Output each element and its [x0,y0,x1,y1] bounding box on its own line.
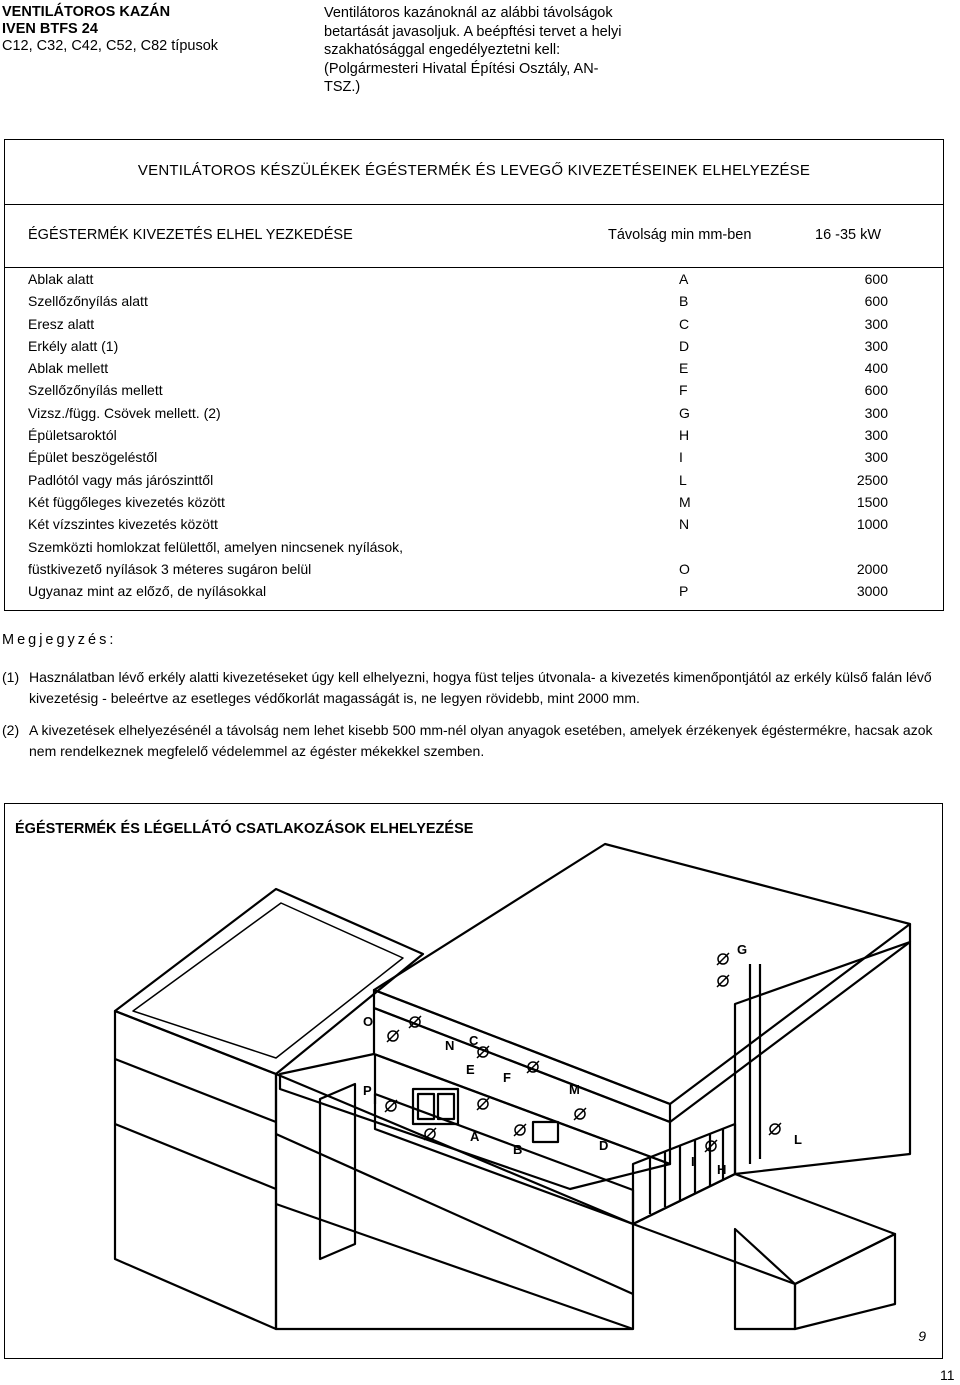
col-header-distance: Távolság min mm-ben [608,227,752,243]
row-code: C [679,315,690,332]
middle-slab [280,1054,670,1189]
left-block-door [320,1084,355,1259]
right-annex-side [795,1234,895,1329]
row-label: Két vízszintes kivezetés között [28,516,218,533]
table-row [28,424,928,446]
intro-text: Ventilátoros kazánoknál az alábbi távolságok betartását javasoljuk. A beépftési tervet a helyi szakhatósággal engedélyeztetni kell: (Polgármesteri Hivatal Építési Osztály, AN-TSZ.) [324,5,622,95]
label-M: M [569,1082,580,1097]
label-N: N [445,1038,455,1053]
table-row [28,558,928,580]
row-value: 400 [864,360,888,377]
row-label: füstkivezető nyílások 3 méteres sugáron belül [28,560,312,577]
label-O: O [363,1014,374,1029]
row-code: O [679,560,690,577]
table-row [28,335,928,357]
note-number: (2) [2,722,20,738]
table-row [28,268,928,290]
distance-table [4,139,944,611]
left-block-band [115,1059,276,1122]
row-value: 300 [864,315,888,332]
figure-title: ÉGÉSTERMÉK ÉS LÉGELLÁTÓ CSATLAKOZÁSOK ELHELYEZÉSE [15,821,474,837]
note-number: (1) [2,669,20,685]
label-G: G [737,942,748,957]
title-line-2: IVEN BTFS 24 [2,21,98,37]
row-value: 300 [864,449,888,466]
row-code: L [679,471,687,488]
title-line-3: C12, C32, C42, C52, C82 típusok [2,38,219,54]
row-label: Ablak alatt [28,271,94,287]
row-label: Szellőzőnyílás mellett [28,382,163,399]
row-label: Padlótól vagy más járószinttől [28,471,214,488]
header-left [2,4,218,55]
table-row [28,402,928,424]
row-code: N [679,516,690,533]
table-body [28,268,928,602]
building-figure [4,803,943,1359]
row-code: P [679,583,689,600]
row-value: 600 [864,382,888,399]
col-header-location: ÉGÉSTERMÉK KIVEZETÉS ELHEL YEZKEDÉSE [28,227,353,243]
label-D: D [599,1138,609,1153]
row-code: E [679,360,689,377]
table-row [28,469,928,491]
row-label: Eresz alatt [28,315,95,332]
row-label: Szemközti homlokzat felülettől, amelyen nincsenek nyílások, [28,538,404,555]
note-1 [2,667,947,709]
table-row [28,379,928,401]
table-row [28,290,928,312]
row-code: B [679,293,689,310]
vent-grille [533,1122,558,1142]
building-drawing [5,804,942,1358]
row-label: Két függőleges kivezetés között [28,493,225,510]
row-value: 1000 [856,516,888,533]
row-code: M [679,493,691,510]
figure-page-number: 9 [918,1328,926,1344]
table-row [28,580,928,602]
row-value: 600 [864,271,888,287]
row-value: 1500 [856,493,888,510]
row-value: 300 [864,337,888,354]
label-A: A [470,1129,480,1144]
table-row [28,536,928,558]
row-label: Épületsaroktól [28,427,117,444]
left-block-band [115,1124,276,1189]
table-title: VENTILÁTOROS KÉSZÜLÉKEK ÉGÉSTERMÉK ÉS LEVEGŐ KIVEZETÉSEINEK ELHELYEZÉSE [137,162,811,179]
label-L: L [794,1132,802,1147]
row-value: 300 [864,427,888,444]
page-number: 11 [940,1367,955,1383]
row-value: 3000 [856,583,888,600]
left-roof [115,889,423,1074]
label-E: E [466,1062,475,1077]
label-F: F [503,1070,511,1085]
row-label: Ugyanaz mint az előző, de nyílásokkal [28,583,267,600]
left-block-front [115,1011,276,1329]
row-label: Szellőzőnyílás alatt [28,293,148,310]
label-C: C [469,1033,479,1048]
label-B: B [513,1142,523,1157]
row-label: Erkély alatt (1) [28,337,119,354]
right-annex-roof [633,1174,895,1284]
title-line-1: VENTILÁTOROS KAZÁN [2,4,171,20]
row-value: 300 [864,404,888,421]
row-value: 2000 [856,560,888,577]
table-row [28,513,928,535]
note-text: A kivezetések elhelyezésénél a távolság nem lehet kisebb 500 mm-nél olyan anyagok esetében, amelyek érzékenyek égéstermékre, hacsak azok nem rendelkeznek megfelelő védelemmel az égéster mékekkel szemben. [29,722,933,759]
row-value: 600 [864,293,888,310]
upper-roof-edge [670,942,910,1122]
upper-roof [374,844,910,1104]
row-code: I [679,449,683,466]
tower [735,942,910,1174]
row-label: Vizsz./függ. Csövek mellett. (2) [28,404,221,421]
window [438,1094,454,1119]
col-header-power: 16 -35 kW [815,227,882,243]
table-row [28,313,928,335]
notes-heading: Megjegyzés: [2,632,117,648]
divider [5,204,943,205]
row-code: F [679,382,688,399]
note-text: Használatban lévő erkély alatti kivezetéseket úgy kell elhelyezni, hogya füst teljes útvonala- a kivezetés kimenőpontjától az erkély külső falán lévő kivezetésig - beleértve az esetleges védőkorlát magasságát is, ne legyen rövidebb, mint 2000 mm. [29,669,932,706]
row-code: D [679,337,690,354]
row-code: G [679,404,690,421]
label-H: H [717,1162,727,1177]
note-2 [2,720,947,762]
row-label: Épület beszögeléstől [28,449,158,466]
row-label: Ablak mellett [28,360,109,377]
table-row [28,446,928,468]
row-code: A [679,271,689,287]
label-P: P [363,1083,372,1098]
label-I: I [691,1154,695,1169]
table-row [28,357,928,379]
right-annex-front [735,1229,795,1329]
row-code: H [679,427,690,444]
table-row [28,491,928,513]
row-value: 2500 [856,471,888,488]
